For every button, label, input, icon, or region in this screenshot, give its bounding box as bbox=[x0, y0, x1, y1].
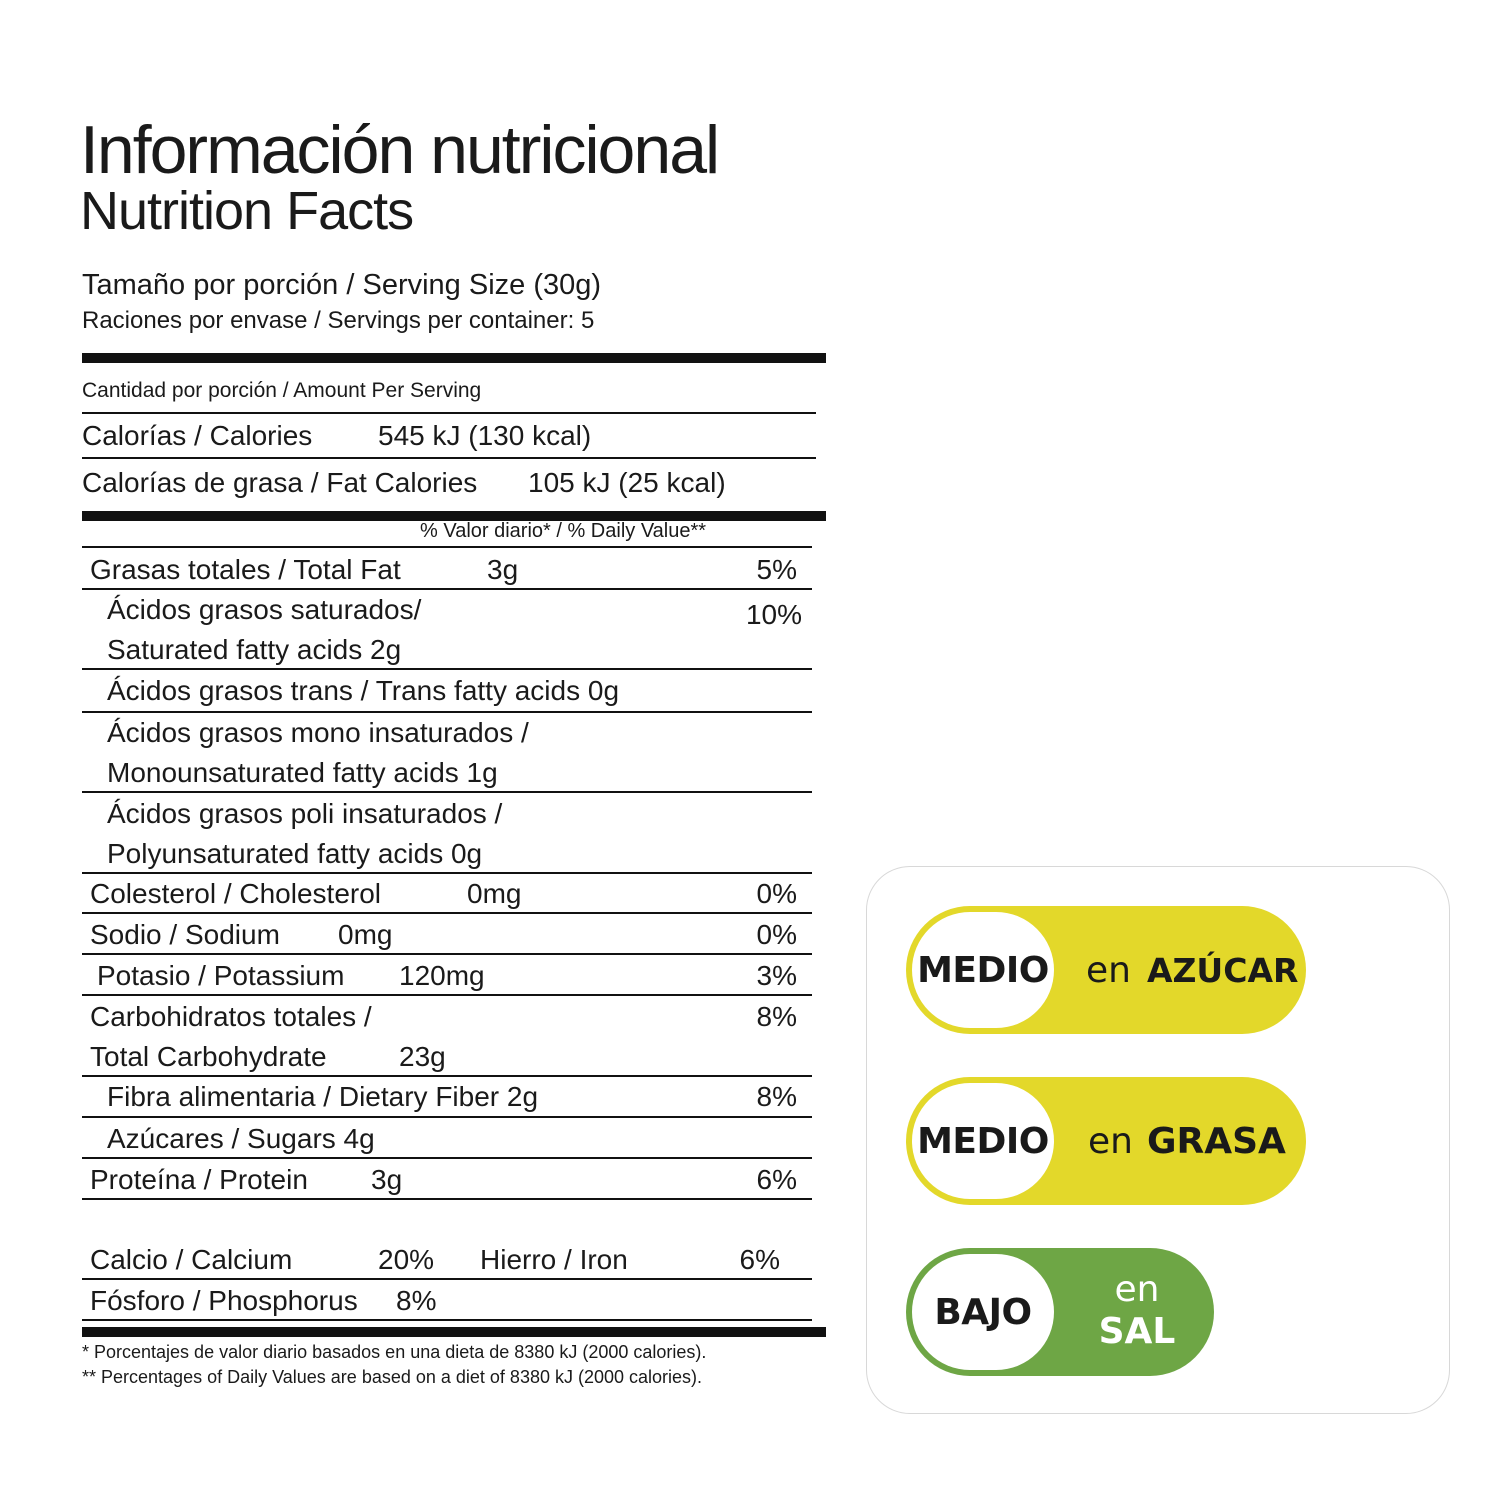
iron-pct: 6% bbox=[739, 1244, 780, 1275]
fiber-pct: 8% bbox=[756, 1081, 797, 1112]
rule bbox=[82, 1075, 812, 1077]
sugar-text bbox=[1086, 906, 1298, 1034]
carbs-label-en: Total Carbohydrate bbox=[90, 1041, 327, 1072]
cholesterol-label: Colesterol / Cholesterol bbox=[90, 878, 382, 909]
saturated-label-en: Saturated fatty acids 2g bbox=[107, 634, 402, 665]
saturated-pct: 10% bbox=[745, 599, 802, 630]
rule bbox=[82, 588, 812, 590]
calcium-label: Calcio / Calcium bbox=[90, 1244, 293, 1275]
protein-pct: 6% bbox=[756, 1164, 797, 1195]
carbs-label-es: Carbohidratos totales / bbox=[90, 1001, 372, 1032]
phosphorus-pct: 8% bbox=[396, 1285, 437, 1316]
thick-rule-top bbox=[82, 353, 826, 363]
rule bbox=[82, 412, 816, 414]
title-es: Información nutricional bbox=[80, 112, 719, 188]
cholesterol-pct: 0% bbox=[756, 878, 797, 909]
rule bbox=[82, 912, 812, 914]
footnote-es: * Porcentajes de valor diario basados en una dieta de 8380 kJ (2000 calories). bbox=[82, 1342, 707, 1362]
rule bbox=[82, 457, 816, 459]
salt-text bbox=[1082, 1248, 1192, 1376]
amount-per-serving: Cantidad por porción / Amount Per Serving bbox=[82, 379, 482, 402]
rule bbox=[82, 1319, 812, 1321]
sugar-prefix: en bbox=[1086, 949, 1131, 991]
total-fat-label: Grasas totales / Total Fat bbox=[90, 554, 401, 585]
rule bbox=[82, 668, 812, 670]
sugar-badge bbox=[906, 906, 1306, 1034]
phosphorus-label: Fósforo / Phosphorus bbox=[90, 1285, 358, 1316]
salt-prefix: en bbox=[1114, 1269, 1160, 1310]
serving-size: Tamaño por porción / Serving Size (30g) bbox=[82, 269, 602, 301]
sodium-amount: 0mg bbox=[338, 919, 393, 950]
thick-rule-bottom bbox=[82, 1327, 826, 1337]
potassium-label: Potasio / Potassium bbox=[97, 960, 345, 991]
poly-label-es: Ácidos grasos poli insaturados / bbox=[107, 798, 503, 829]
fat-level: MEDIO bbox=[912, 1083, 1054, 1199]
sugars-label: Azúcares / Sugars 4g bbox=[107, 1123, 375, 1154]
potassium-amount: 120mg bbox=[399, 960, 485, 991]
servings-per-container: Raciones por envase / Servings per container: 5 bbox=[82, 307, 595, 334]
calcium-pct: 20% bbox=[378, 1244, 435, 1275]
total-fat-pct: 5% bbox=[756, 554, 797, 585]
fat-nutrient: GRASA bbox=[1146, 1120, 1286, 1162]
rule bbox=[82, 546, 812, 548]
footnote-en: ** Percentages of Daily Values are based on a diet of 8380 kJ (2000 calories). bbox=[82, 1367, 703, 1387]
potassium-pct: 3% bbox=[756, 960, 797, 991]
protein-label: Proteína / Protein bbox=[90, 1164, 308, 1195]
mono-label-en: Monounsaturated fatty acids 1g bbox=[107, 757, 498, 788]
calories-label: Calorías / Calories bbox=[82, 420, 313, 451]
fat-badge bbox=[906, 1077, 1306, 1205]
fat-prefix: en bbox=[1088, 1120, 1133, 1162]
iron-label: Hierro / Iron bbox=[480, 1244, 628, 1275]
sugar-level: MEDIO bbox=[912, 912, 1054, 1028]
poly-label-en: Polyunsaturated fatty acids 0g bbox=[107, 838, 483, 869]
fiber-label: Fibra alimentaria / Dietary Fiber 2g bbox=[107, 1081, 539, 1112]
rule bbox=[82, 711, 812, 713]
sugar-nutrient: AZÚCAR bbox=[1146, 950, 1299, 990]
salt-badge bbox=[906, 1248, 1214, 1376]
fat-calories-label: Calorías de grasa / Fat Calories bbox=[82, 467, 478, 498]
cholesterol-amount: 0mg bbox=[467, 878, 522, 909]
saturated-label-es: Ácidos grasos saturados/ bbox=[107, 594, 422, 625]
rule bbox=[82, 1116, 812, 1118]
protein-amount: 3g bbox=[371, 1164, 403, 1195]
rule bbox=[82, 1157, 812, 1159]
carbs-pct: 8% bbox=[756, 1001, 797, 1032]
rule bbox=[82, 1278, 812, 1280]
rule bbox=[82, 994, 812, 996]
calories-value: 545 kJ (130 kcal) bbox=[378, 420, 592, 451]
daily-value-header: % Valor diario* / % Daily Value** bbox=[420, 520, 707, 542]
title-en: Nutrition Facts bbox=[80, 181, 414, 241]
total-fat-amount: 3g bbox=[487, 554, 519, 585]
sodium-label: Sodio / Sodium bbox=[90, 919, 280, 950]
salt-level: BAJO bbox=[912, 1254, 1054, 1370]
mono-label-es: Ácidos grasos mono insaturados / bbox=[107, 717, 529, 748]
rule bbox=[82, 1198, 812, 1200]
rule bbox=[82, 872, 812, 874]
fat-text bbox=[1088, 1077, 1286, 1205]
rule bbox=[82, 953, 812, 955]
carbs-amount: 23g bbox=[399, 1041, 446, 1072]
fat-calories-value: 105 kJ (25 kcal) bbox=[528, 467, 726, 498]
trans-label: Ácidos grasos trans / Trans fatty acids 0g bbox=[107, 675, 620, 706]
rule bbox=[82, 791, 812, 793]
sodium-pct: 0% bbox=[756, 919, 797, 950]
salt-nutrient: SAL bbox=[1098, 1311, 1176, 1352]
